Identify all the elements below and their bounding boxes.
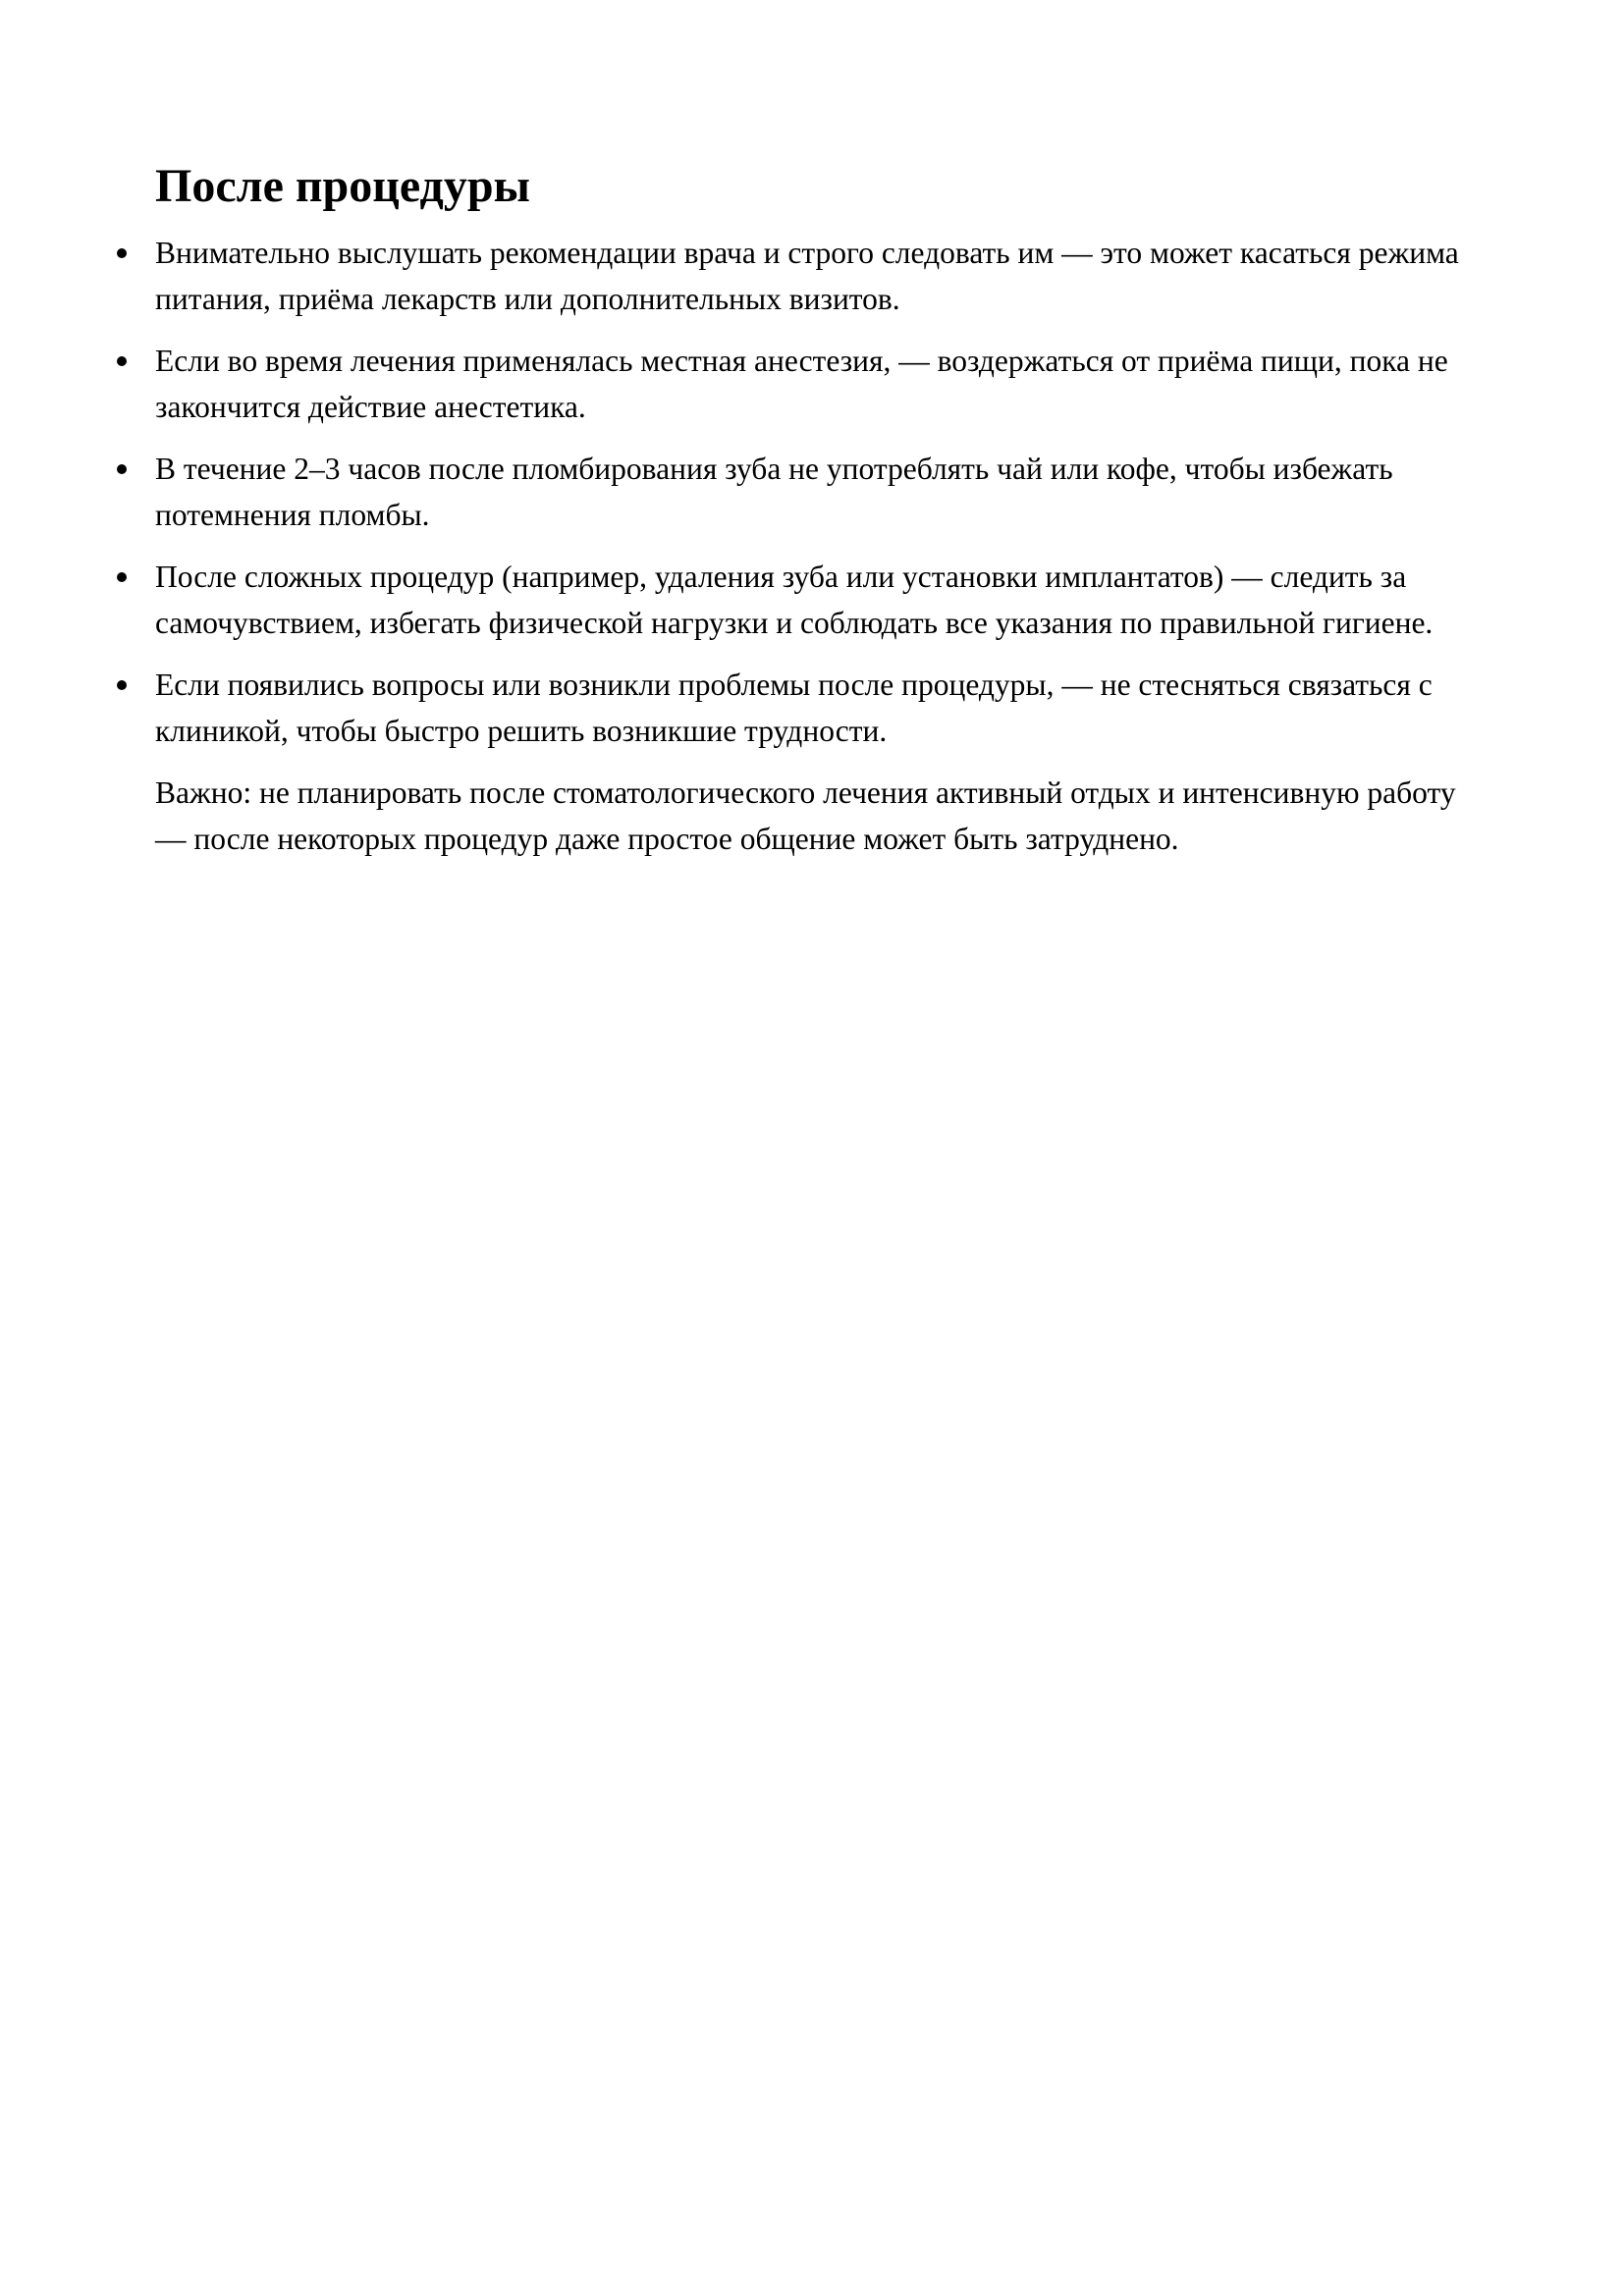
list-item-text: После сложных процедур (например, удаления зуба или установки имплантатов) — следить за самочувствием, избегать физической нагрузки и соблюдать все указания по правильной гигиене.	[155, 560, 1434, 640]
list-item	[155, 662, 1471, 754]
list-item-text: Если появились вопросы или возникли проблемы после процедуры, — не стесняться связаться с клиникой, чтобы быстро решить возникшие трудности.	[155, 667, 1433, 748]
bullet-icon	[117, 680, 127, 690]
recommendation-list	[155, 230, 1471, 754]
bullet-icon	[117, 464, 127, 474]
list-item-text: Внимательно выслушать рекомендации врача и строго следовать им — это может касаться режима питания, приёма лекарств или дополнительных визитов.	[155, 236, 1459, 316]
list-item	[155, 554, 1471, 646]
list-item	[155, 230, 1471, 322]
bullet-icon	[117, 356, 127, 366]
list-item-text: Если во время лечения применялась местная анестезия, — воздержаться от приёма пищи, пока не закончится действие анестетика.	[155, 344, 1448, 424]
document-content	[155, 157, 1471, 862]
section-heading: После процедуры	[155, 160, 531, 212]
list-item	[155, 338, 1471, 430]
bullet-icon	[117, 572, 127, 582]
bullet-icon	[117, 248, 127, 258]
important-note: Важно: не планировать после стоматологического лечения активный отдых и интенсивную работу — после некоторых процедур даже простое общение может быть затруднено.	[155, 775, 1456, 856]
list-item-text: В течение 2–3 часов после пломбирования зуба не употреблять чай или кофе, чтобы избежать потемнения пломбы.	[155, 452, 1393, 532]
list-item	[155, 446, 1471, 538]
